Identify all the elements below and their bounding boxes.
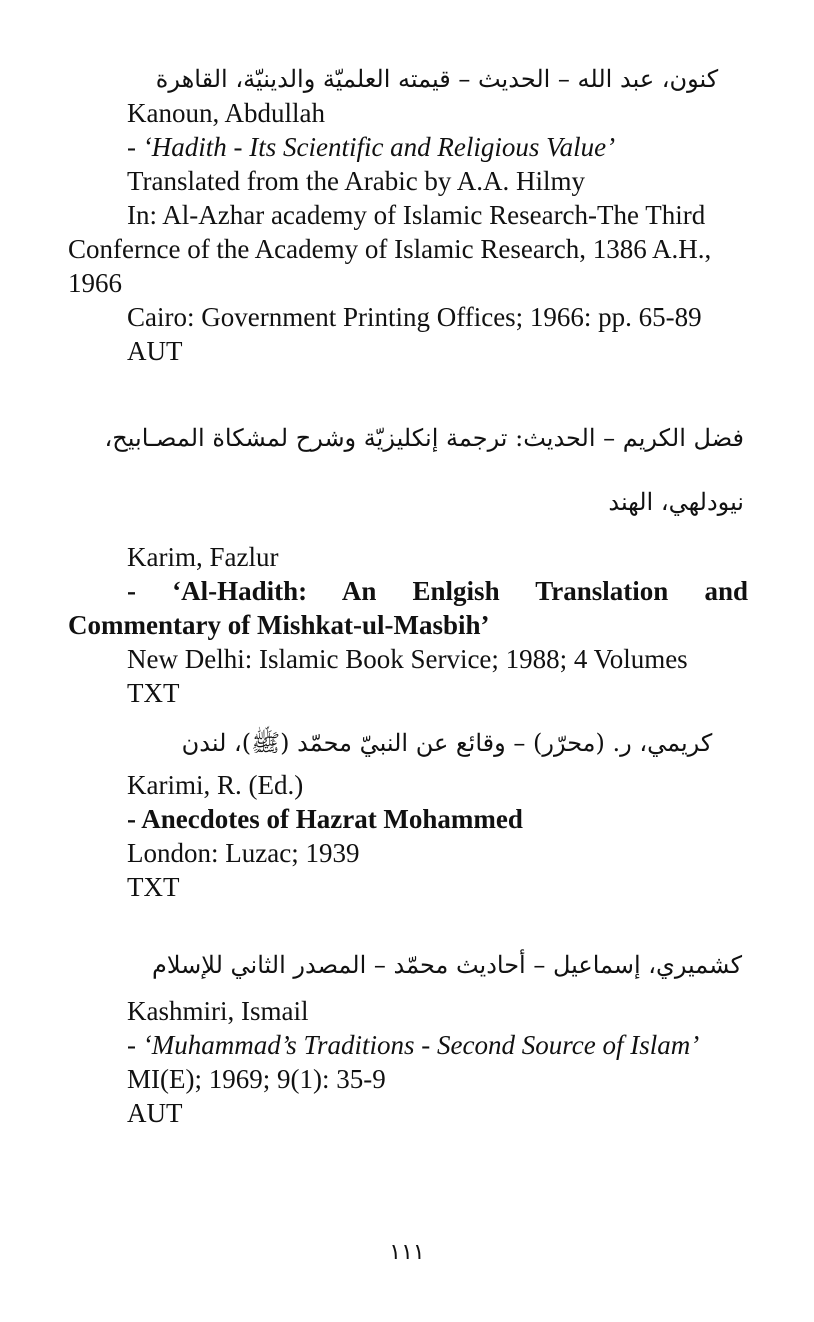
bibliography-entry <box>0 726 814 904</box>
author-name: Karimi, R. (Ed.) <box>127 770 304 800</box>
type-code: TXT <box>127 678 180 708</box>
publisher-info: London: Luzac; 1939 <box>127 838 360 868</box>
type-code: AUT <box>127 336 183 366</box>
arabic-citation: كشميري، إسماعيل – أحاديث محمّد – المصدر الثاني للإسلام <box>151 951 743 979</box>
publisher-info: New Delhi: Islamic Book Service; 1988; 4 Volumes <box>127 644 688 674</box>
work-title: - Anecdotes of Hazrat Mohammed <box>127 804 523 834</box>
bibliography-entry <box>0 948 814 1130</box>
arabic-citation: كريمي، ر. (محرّر) – وقائع عن النبيّ محمّد (ﷺ)، لندن <box>181 729 713 757</box>
source-line-2: Confernce of the Academy of Islamic Research, 1386 A.H., <box>68 234 712 264</box>
source-info <box>0 198 814 300</box>
arabic-citation-line-2: نيودلهي، الهند <box>608 488 744 516</box>
title-line-2: Commentary of Mishkat-ul-Masbih’ <box>68 610 490 640</box>
arabic-citation: كنون، عبد الله – الحديث – قيمته العلميّة والدينيّة، القاهرة <box>155 65 719 93</box>
source-line-1: In: Al-Azhar academy of Islamic Research-The Third <box>127 200 706 230</box>
bibliography-entry <box>0 62 814 368</box>
page-number: ١١١ <box>389 1240 425 1265</box>
work-title <box>0 574 814 642</box>
work-title: - ‘Muhammad’s Traditions - Second Source of Islam’ <box>127 1030 700 1060</box>
type-code: TXT <box>127 872 180 902</box>
author-name: Kanoun, Abdullah <box>127 98 325 128</box>
type-code: AUT <box>127 1098 183 1128</box>
source-line-3: 1966 <box>68 268 122 298</box>
publisher-info: MI(E); 1969; 9(1): 35-9 <box>127 1064 386 1094</box>
author-name: Karim, Fazlur <box>127 542 279 572</box>
work-title: - ‘Hadith - Its Scientific and Religious Value’ <box>127 132 616 162</box>
author-name: Kashmiri, Ismail <box>127 996 309 1026</box>
publisher-info: Cairo: Government Printing Offices; 1966: pp. 65-89 <box>127 302 702 332</box>
translation-note: Translated from the Arabic by A.A. Hilmy <box>127 166 585 196</box>
bibliography-entry <box>0 420 814 710</box>
title-line-1: - ‘Al-Hadith: An Enlgish Translation and <box>127 576 748 606</box>
arabic-citation-line-1: فضل الكريم – الحديث: ترجمة إنكليزيّة وشرح لمشكاة المصـابيح، <box>104 424 744 452</box>
